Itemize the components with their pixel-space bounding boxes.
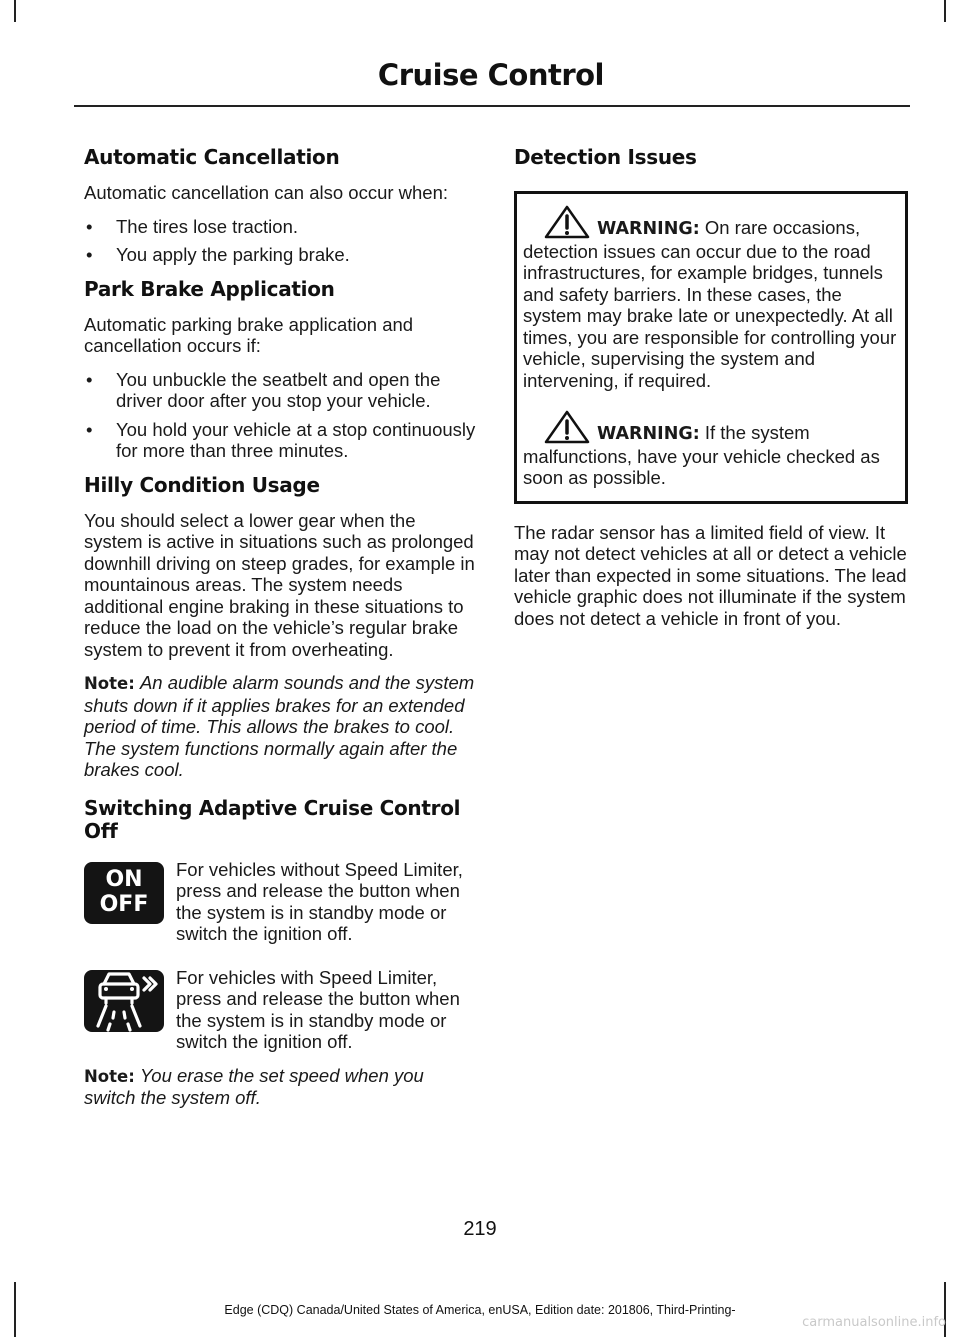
page-number: 219 — [463, 1218, 497, 1240]
park-brake-list — [84, 369, 476, 462]
right-column — [514, 140, 908, 641]
warning-item — [523, 409, 899, 489]
page-title: Cruise Control — [377, 58, 604, 92]
crop-mark-top-left-vertical — [14, 0, 16, 22]
warning-text: On rare occasions, detection issues can occur due to the road infrastructures, for example bridges, tunnels and safety barriers. In these cases, the system may brake late or unexpectedly. At all times, you are responsible for controlling your vehicle, supervising the system and intervening, if required. — [523, 217, 897, 391]
switching-off-note — [84, 1065, 476, 1109]
section-heading-hilly-condition: Hilly Condition Usage — [84, 472, 320, 497]
warning-text: If the system malfunctions, have your vehicle checked as soon as possible. — [523, 422, 880, 488]
left-column — [84, 140, 476, 1121]
watermark: carmanualsonline.info — [802, 1315, 946, 1330]
list-item: • You hold your vehicle at a stop continuously for more than three minutes. — [86, 418, 476, 461]
automatic-cancellation-list — [84, 216, 476, 266]
section-heading-park-brake: Park Brake Application — [84, 276, 335, 301]
warning-label: WARNING: — [597, 424, 700, 444]
on-off-button-icon: ON OFF — [84, 862, 164, 924]
switch-off-with-limiter — [84, 967, 476, 1065]
switch-off-without-limiter-text: For vehicles without Speed Limiter, press and release the button when the system is in standby mode or switch the ignition off. — [176, 858, 463, 944]
switch-off-without-limiter — [84, 859, 476, 957]
header-divider — [74, 105, 910, 107]
warning-label: WARNING: — [597, 219, 700, 239]
detection-issues-body: The radar sensor has a limited field of view. It may not detect vehicles at all or detect a vehicle later than expected in some situations. The lead vehicle graphic does not illuminate if the system does not detect a vehicle in front of you. — [514, 521, 907, 629]
list-item: • You unbuckle the seatbelt and open the driver door after you stop your vehicle. — [86, 368, 441, 411]
switch-off-with-limiter-text: For vehicles with Speed Limiter, press and release the button when the system is in standby mode or switch the ignition off. — [176, 966, 460, 1052]
section-heading-switching-off: Switching Adaptive Cruise Control Off — [84, 795, 461, 843]
hilly-condition-body: You should select a lower gear when the system is active in situations such as prolonged downhill driving on steep grades, for example in mountainous areas. The system needs additional engine braking in these situations to reduce the load on the vehicle’s regular brake system to prevent it from overheating. — [84, 509, 475, 660]
list-item: • You apply the parking brake. — [86, 244, 350, 265]
section-heading-detection-issues: Detection Issues — [514, 145, 697, 169]
park-brake-intro: Automatic parking brake application and cancellation occurs if: — [84, 313, 414, 356]
note-label: Note: — [84, 1066, 135, 1086]
section-heading-automatic-cancellation: Automatic Cancellation — [84, 145, 340, 169]
hilly-condition-note — [84, 672, 476, 781]
note-text: An audible alarm sounds and the system shuts down if it applies brakes for an extended period of time. This allows the brakes to cool. The system functions normally again after the brakes cool. — [84, 672, 475, 780]
adaptive-cruise-control-icon — [84, 970, 164, 1032]
automatic-cancellation-intro: Automatic cancellation can also occur when: — [84, 182, 449, 203]
note-label: Note: — [84, 674, 135, 693]
crop-mark-top-right-vertical — [944, 0, 946, 22]
footer-edition-info: Edge (CDQ) Canada/United States of America, enUSA, Edition date: 201806, Third-Printing- — [224, 1303, 736, 1317]
warning-triangle-icon — [543, 204, 591, 240]
warning-box — [514, 191, 908, 504]
warning-item — [523, 204, 899, 391]
note-text: You erase the set speed when you switch the system off. — [84, 1064, 424, 1108]
warning-triangle-icon — [543, 409, 591, 445]
list-item: • The tires lose traction. — [86, 215, 298, 237]
